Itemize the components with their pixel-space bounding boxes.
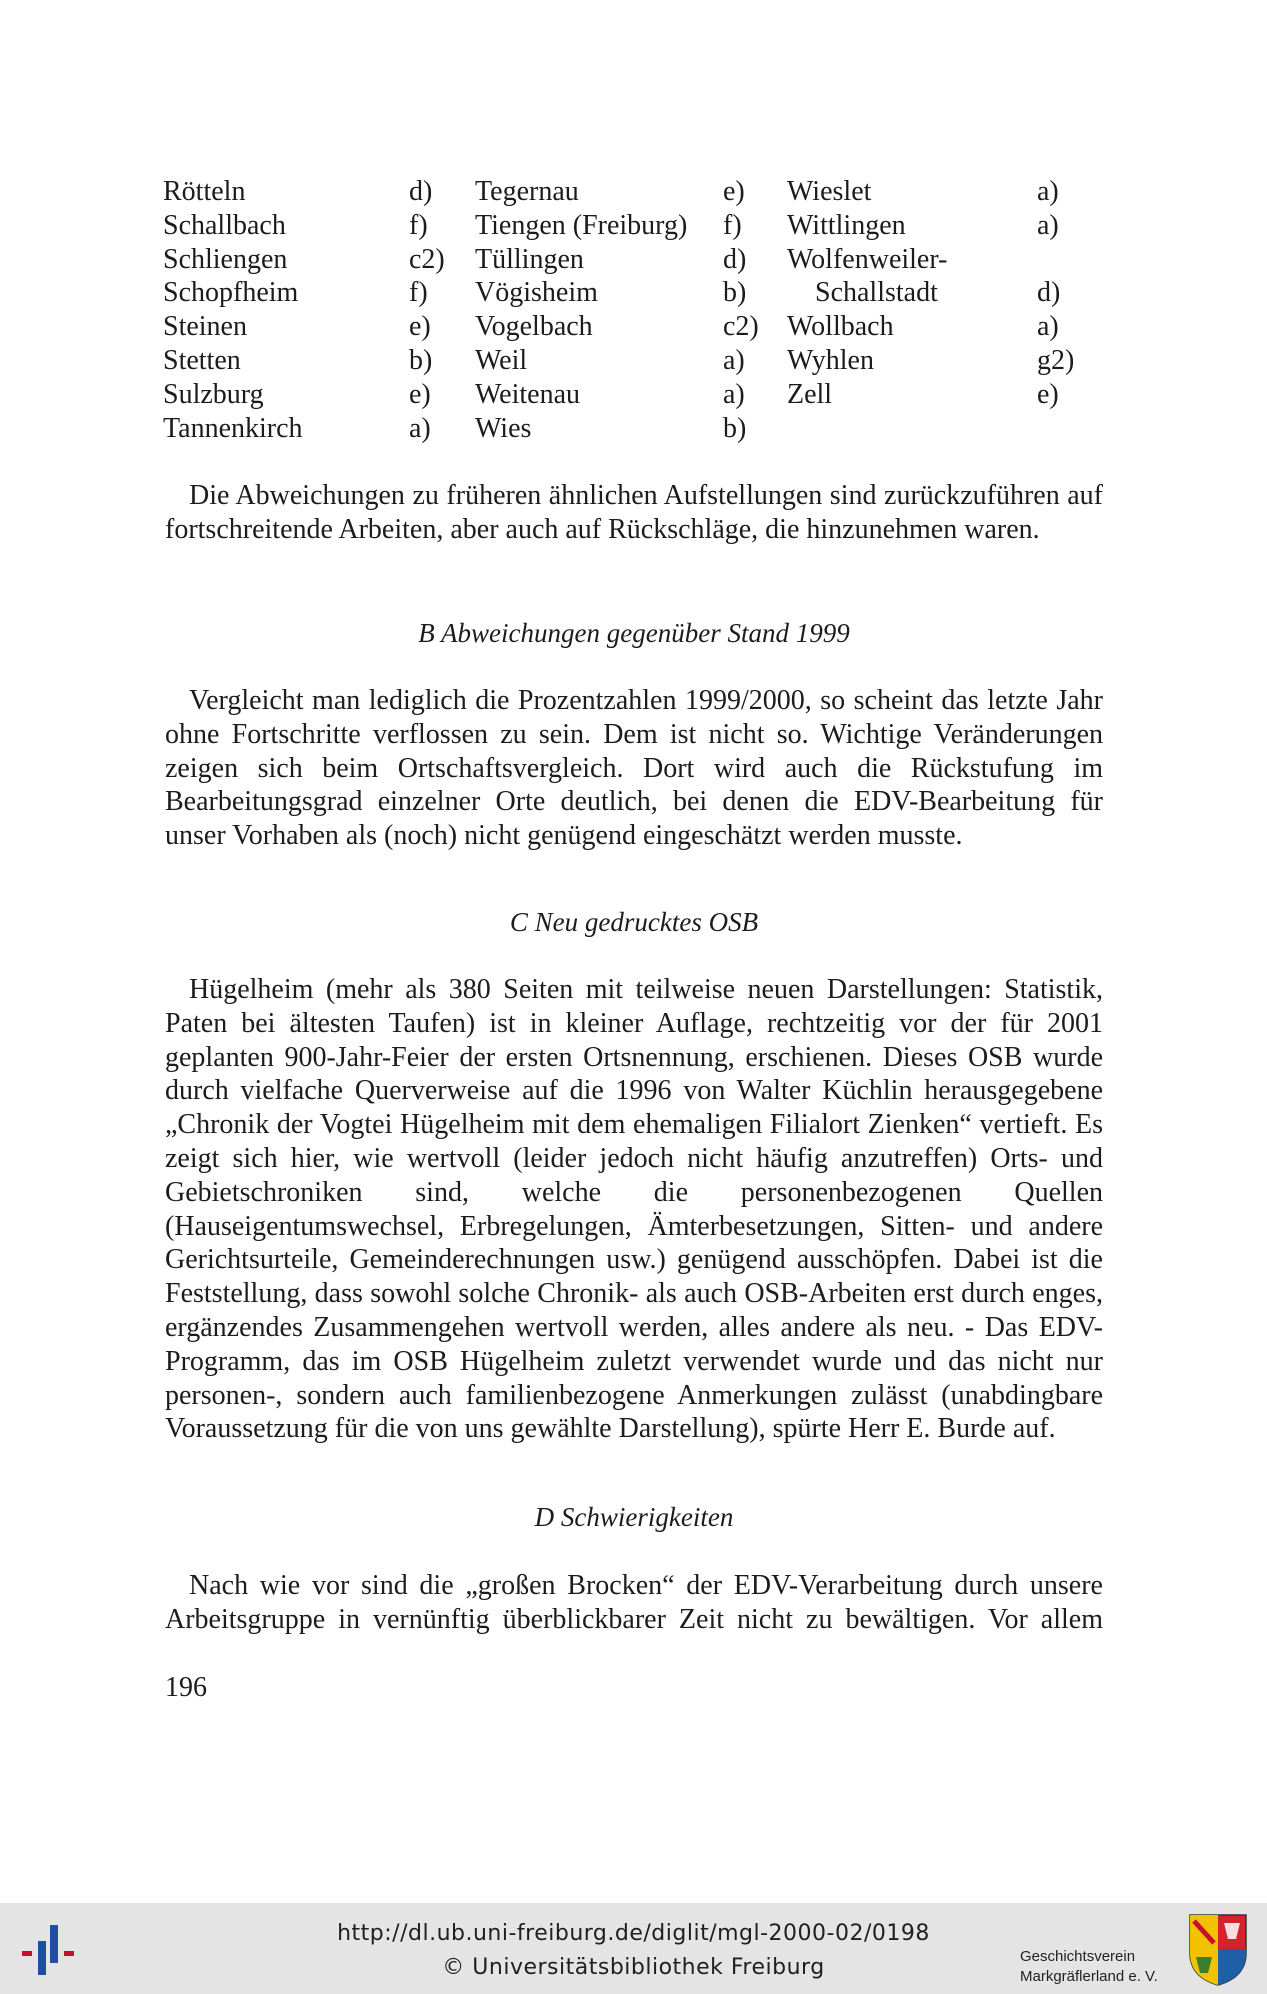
section-b-text: Vergleicht man lediglich die Prozentzahlen 1999/2000, so scheint das letzte Jahr ohne Fortschritte verflossen zu sein. Dem ist nicht so. Wichtige Veränderungen zeigen sich beim Ortschaftsvergleich. Dort wird auch die Rückstufung im Bearbeitungsgrad einzelner Orte deutlich, bei denen die EDV-Bearbeitung für unser Vorhaben als (noch) nicht genügend eingeschätzt werden musste. xyxy=(165,685,1103,852)
footer-copyright: © Universitätsbibliothek Freiburg xyxy=(442,1955,825,1980)
section-c-paragraph xyxy=(165,973,1103,1446)
society-line-2: Markgräflerland e. V. xyxy=(1020,1968,1158,1985)
section-c-text: Hügelheim (mehr als 380 Seiten mit teilweise neuen Darstellungen: Statistik, Paten bei ältesten Taufen) ist in kleiner Auflage, rechtzeitig vor der für 2001 geplanten 900-Jahr-Feier der ersten Ortsnennung, erschienen. Dieses OSB wurde durch vielfache Querverweise auf die 1996 von Walter Küchlin herausgegebene „Chronik der Vogtei Hügelheim mit dem ehemaligen Filialort Zienken“ vertieft. Es zeigt sich hier, wie wertvoll (leider jedoch nicht häufig anzutreffen) Orts- und Gebietschroniken sind, welche die personenbezogenen Quellen (Hauseigentumswechsel, Erbregelungen, Ämterbesetzungen, Sitten- und andere Gerichtsurteile, Gemeinderechnungen usw.) genügend ausschöpfen. Dabei ist die Feststellung, dass sowohl solche Chronik- als auch OSB-Arbeiten erst durch enges, ergänzendes Zusammengehen wertvoll werden, alles andere als neu. - Das EDV-Programm, das im OSB Hügelheim zuletzt verwendet wurde und das nicht nur personen-, sondern auch familienbezogene Anmerkungen zulässt (unabdingbare Voraussetzung für die von uns gewählte Darstellung), spürte Herr E. Burde auf. xyxy=(165,974,1103,1445)
coat-of-arms-icon xyxy=(1188,1913,1248,1987)
section-b-paragraph xyxy=(165,684,1103,853)
place-code: e) xyxy=(1037,378,1059,410)
place-code: c2) xyxy=(723,311,759,343)
place-name: Tannenkirch xyxy=(163,412,303,444)
place-name: Stetten xyxy=(163,344,241,376)
place-row xyxy=(475,344,745,378)
place-code: a) xyxy=(1037,176,1059,207)
place-code: d) xyxy=(723,243,747,275)
place-name: Schopfheim xyxy=(163,277,299,309)
place-code: f) xyxy=(409,277,428,309)
place-name: Zell xyxy=(787,378,833,410)
place-name: Sulzburg xyxy=(163,378,264,410)
page-number: 196 xyxy=(165,1672,207,1703)
place-row xyxy=(163,378,431,412)
footer-url[interactable]: http://dl.ub.uni-freiburg.de/diglit/mgl-2000-02/0198 xyxy=(337,1921,930,1946)
place-name: Wittlingen xyxy=(787,209,906,241)
place-code: b) xyxy=(723,412,747,444)
place-row xyxy=(475,175,745,209)
place-code: a) xyxy=(723,344,745,376)
place-code: a) xyxy=(723,378,745,410)
place-name: Wolfenweiler- xyxy=(787,243,948,275)
section-b-heading: B Abweichungen gegenüber Stand 1999 xyxy=(418,618,850,648)
footer-bar xyxy=(0,1903,1267,1994)
place-code: e) xyxy=(409,311,431,343)
place-row xyxy=(163,344,433,378)
place-row xyxy=(787,175,1059,209)
place-code: e) xyxy=(409,378,431,410)
place-code: a) xyxy=(1037,311,1059,343)
place-row xyxy=(787,276,1061,310)
place-code: f) xyxy=(409,209,428,241)
intro-paragraph xyxy=(165,479,1103,547)
place-row xyxy=(475,412,747,446)
place-name: Schliengen xyxy=(163,243,288,275)
place-row xyxy=(475,209,742,243)
intro-text: Die Abweichungen zu früheren ähnlichen Aufstellungen sind zurückzuführen auf fortschreitende Arbeiten, aber auch auf Rückschläge, die hinzunehmen waren. xyxy=(165,480,1103,545)
place-row xyxy=(787,378,1059,412)
place-name: Wollbach xyxy=(787,311,894,343)
place-row xyxy=(163,175,433,209)
place-name: Schallbach xyxy=(163,209,286,241)
place-name: Weil xyxy=(475,344,528,376)
place-row xyxy=(163,412,431,446)
place-name: Wyhlen xyxy=(787,344,874,376)
place-row xyxy=(475,310,759,344)
place-name: Steinen xyxy=(163,311,247,343)
place-name: Tegernau xyxy=(475,176,579,207)
place-name: Tiengen (Freiburg) xyxy=(475,209,688,241)
place-code: a) xyxy=(409,412,431,444)
place-row xyxy=(475,276,747,310)
section-d-text: Nach wie vor sind die „großen Brocken“ der EDV-Verarbeitung durch unsere Arbeitsgruppe in vernünftig überblickbarer Zeit nicht zu bewältigen. Vor allem xyxy=(165,1570,1103,1635)
place-code: b) xyxy=(409,344,433,376)
place-code: c2) xyxy=(409,243,445,275)
place-code: a) xyxy=(1037,209,1059,241)
place-column-2 xyxy=(475,175,759,445)
place-row xyxy=(787,243,947,277)
place-name: Rötteln xyxy=(163,176,246,207)
section-d-paragraph xyxy=(165,1569,1103,1637)
place-name: Weitenau xyxy=(475,378,581,410)
section-d-heading: D Schwierigkeiten xyxy=(534,1502,734,1532)
place-name: Wies xyxy=(475,412,532,444)
place-code: d) xyxy=(409,176,433,207)
society-line-1: Geschichtsverein xyxy=(1020,1948,1136,1965)
place-row xyxy=(163,310,431,344)
place-row xyxy=(787,209,1059,243)
place-code: g2) xyxy=(1037,344,1075,376)
place-name: Tüllingen xyxy=(475,243,584,275)
place-code: f) xyxy=(723,209,742,241)
place-name: Vogelbach xyxy=(475,311,593,343)
place-column-3 xyxy=(787,175,1075,412)
place-name: Schallstadt xyxy=(815,277,938,309)
place-code: b) xyxy=(723,277,747,309)
section-c-heading: C Neu gedrucktes OSB xyxy=(509,907,759,937)
place-row xyxy=(163,209,428,243)
place-row xyxy=(475,243,747,277)
place-row xyxy=(787,344,1075,378)
place-row xyxy=(787,310,1059,344)
place-code: d) xyxy=(1037,277,1061,309)
place-name: Vögisheim xyxy=(475,277,598,309)
place-row xyxy=(163,276,428,310)
society-name xyxy=(1020,1947,1158,1987)
place-name: Wieslet xyxy=(787,176,872,207)
place-row xyxy=(163,243,445,277)
place-code: e) xyxy=(723,176,745,207)
place-row xyxy=(475,378,745,412)
place-column-1 xyxy=(163,175,445,445)
